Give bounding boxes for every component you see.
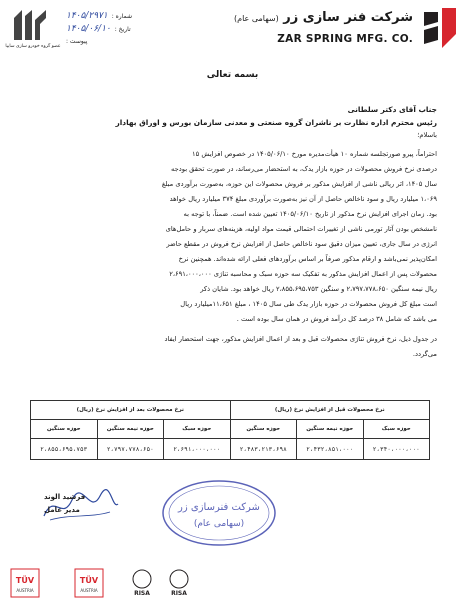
group-before-header: نرخ محصولات قبل از افزایش نرخ (ریال) [230, 401, 429, 420]
svg-text:RISA: RISA [171, 590, 187, 597]
stamp-text-line1: شرکت فنرسازی زر [178, 502, 260, 513]
date-value: ۱۴۰۵/۰۶/۱۰ [66, 24, 111, 34]
number-label: شماره : [111, 12, 133, 20]
salutation: باسلام؛ [417, 131, 437, 139]
table-cell: ۲،۳۴۰،۰۰۰،۰۰۰ [363, 439, 429, 460]
table-group-row [31, 401, 430, 420]
body-line: احتراماً، پیرو صورتجلسه شماره ۱۰ هیأت‌مدیره مورخ ۱۴۰۵/۰۶/۱۰ در خصوص افزایش ۱۵ [192, 150, 437, 158]
company-name-en: ZAR SPRING MFG. CO. [277, 33, 413, 45]
svg-text:RISA: RISA [134, 590, 150, 597]
body-line: انرژی در سال جاری، تعیین میزان دقیق سود ناخالص حاصل از افزایش نرخ فروش در مقطع حاضر [166, 240, 437, 248]
basmala: بسمه تعالی [206, 70, 259, 80]
company-type: (سهامی عام) [234, 14, 279, 23]
svg-text:TÜV: TÜV [79, 576, 99, 585]
table-cell: ۲،۸۵۵،۶۹۵،۷۵۳ [31, 439, 98, 460]
column-header: حوزه نیمه سنگین [97, 420, 164, 439]
date-label: تاریخ : [114, 25, 131, 33]
company-logo-icon [424, 8, 456, 48]
svg-text:TÜV: TÜV [15, 576, 35, 585]
body-line: محصولات پس از اعمال افزایش مذکور به تفکیک سه حوزه سبک و محاسبه تناژی ۲،۶۹۱،۰۰۰،۰۰۰ [169, 270, 437, 278]
table-row [31, 439, 430, 460]
company-stamp-icon [160, 478, 278, 548]
group-caption: عضو گروه خودرو سازی سایپا [5, 44, 61, 49]
column-header: حوزه سنگین [230, 420, 296, 439]
column-header: حوزه سبک [164, 420, 230, 439]
body-line: نامشخص بودن آثار تورمی ناشی از تغییرات احتمالی قیمت مواد اولیه، هزینه‌های سربار و حامل‌های [165, 225, 437, 233]
body-line: ریال نیمه سنگین ۲،۷۹۷،۷۷۸،۶۵۰ و سنگین ۲،۸۵۵،۶۹۵،۷۵۳ ریال خواهد بود. شایان ذکر [200, 285, 437, 293]
table-cell: ۲،۷۹۷،۷۷۸،۶۵۰ [97, 439, 164, 460]
body-line: ۱،۰۶۹ میلیارد ریال و سود ناخالص حاصل از آن نیز به‌صورت برآوردی مبلغ ۳۷۴ میلیارد ریال خواهد [169, 195, 437, 203]
body-line: امکان‌پذیر نمی‌باشد و ارقام مذکور صرفاً بر اساس برآوردهای فعلی ارائه شده‌اند. همچنین نرخ [178, 255, 437, 263]
tuv-certification-icon [74, 568, 104, 598]
column-header: حوزه سبک [363, 420, 429, 439]
column-header: حوزه سنگین [31, 420, 98, 439]
letter-date [66, 24, 131, 34]
signer-name: فرشید الوند [44, 493, 86, 501]
risa-certification-icon [166, 568, 192, 598]
svg-text:AUSTRIA: AUSTRIA [80, 588, 98, 593]
risa-certification-icon [129, 568, 155, 598]
price-table [30, 400, 430, 460]
body-line: سال ۱۴۰۵، اثر ریالی ناشی از افزایش مذکور بر فروش محصولات این حوزه، به‌صورت برآوردی مبلغ [161, 180, 437, 188]
letter-attachment [66, 38, 87, 45]
body-line: می‌گردد. [412, 350, 437, 358]
table-header-row [31, 420, 430, 439]
body-line: بود. زمان اجرای افزایش نرخ مذکور از تاریخ ۱۴۰۵/۰۶/۱۰ تعیین شده است. ضمناً، با توجه به [183, 210, 437, 218]
attachment-label: پیوست : [66, 38, 88, 45]
body-line: است مبلغ کل فروش محصولات در حوزه بازار یدک طی سال ۱۴۰۵ ، مبلغ ۱۱،۶۵۱میلیارد ریال [180, 300, 437, 308]
body-line: درصدی نرخ فروش محصولات در حوزه بازار یدک، به استحضار می‌رساند، در صورت تحقق بودجه [171, 165, 437, 173]
addressee-title: رئیس محترم اداره نظارت بر ناشران گروه صنعتی و معدنی سازمان بورس و اوراق بهادار [115, 118, 437, 127]
svg-text:AUSTRIA: AUSTRIA [16, 588, 34, 593]
addressee: جناب آقای دکتر سلطانی [347, 105, 437, 114]
table-cell: ۲،۴۸۳،۲۱۳،۶۹۸ [230, 439, 296, 460]
body-line: در جدول ذیل، نرخ فروش تناژی محصولات قبل و بعد از اعمال افزایش مذکور، جهت استحضار ایفاد [164, 335, 437, 343]
company-name-fa: شرکت فنر سازی زر (سهامی عام) [234, 10, 413, 25]
table-cell: ۲،۶۹۱،۰۰۰،۰۰۰ [164, 439, 230, 460]
stamp-text-line2: (سهامی عام) [193, 519, 245, 529]
column-header: حوزه نیمه سنگین [296, 420, 363, 439]
tuv-certification-icon [10, 568, 40, 598]
group-after-header: نرخ محصولات بعد از افزایش نرخ (ریال) [31, 401, 231, 420]
body-line: می باشد که شامل ۳۸ درصد کل درآمد فروش در همان سال بوده است . [236, 315, 437, 323]
letter-number [66, 11, 132, 21]
table-cell: ۲،۴۳۲،۸۵۱،۰۰۰ [296, 439, 363, 460]
saipa-logo-icon [10, 8, 50, 42]
number-value: ۱۴۰۵/۲۹۷۱ [66, 11, 108, 21]
signer-title: مدیر عامل [44, 506, 80, 514]
